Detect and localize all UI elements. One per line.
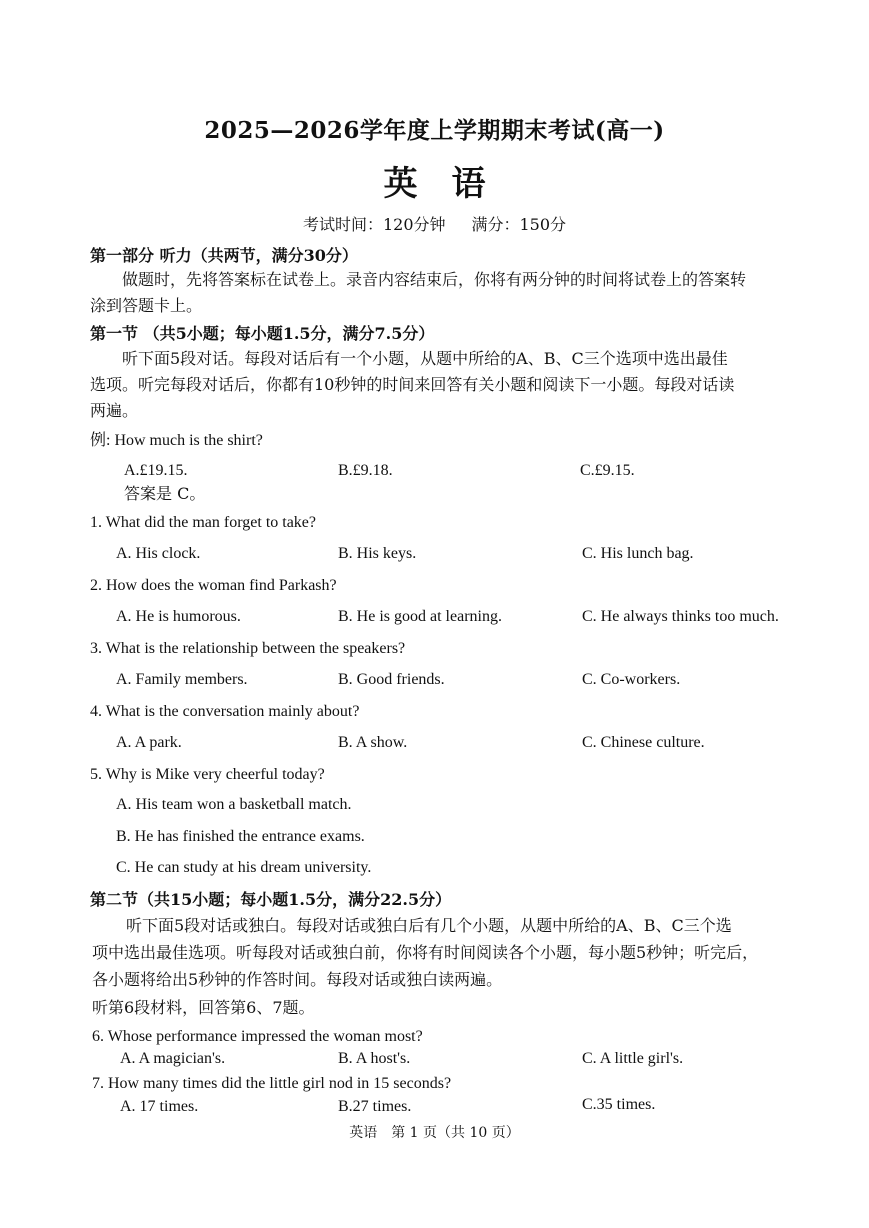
part1-instruction-1: 做题时，先将答案标在试卷上。录音内容结束后，你将有两分钟的时间将试卷上的答案转 (122, 270, 747, 289)
question-1-options (116, 545, 816, 567)
q7-option-a: A. 17 times. (120, 1098, 199, 1115)
q2-option-c: C. He always thinks too much. (582, 608, 779, 625)
q1-option-b: B. His keys. (338, 545, 417, 562)
q5-option-a: A. His team won a basketball match. (116, 796, 352, 813)
subject-title: 英 语 (383, 164, 486, 204)
q1-option-a: A. His clock. (116, 545, 201, 562)
q6-option-c: C. A little girl's. (582, 1050, 684, 1067)
question-6-options (120, 1050, 820, 1072)
q6-option-b: B. A host's. (338, 1050, 411, 1067)
question-3-options (116, 671, 816, 693)
question-7: 7. How many times did the little girl nod in 15 seconds? (92, 1075, 452, 1092)
section1-instruction-3: 两遍。 (90, 401, 139, 420)
exam-info (0, 212, 869, 235)
question-5: 5. Why is Mike very cheerful today? (90, 766, 325, 783)
section2-heading: 第二节（共15小题；每小题1.5分，满分22.5分） (90, 890, 452, 909)
material-6-note: 听第6段材料，回答第6、7题。 (92, 998, 315, 1017)
question-1: 1. What did the man forget to take? (90, 514, 317, 531)
section1-heading: 第一节 （共5小题；每小题1.5分，满分7.5分） (90, 324, 435, 343)
part1-heading: 第一部分 听力（共两节，满分30分） (90, 246, 358, 265)
example-options (124, 462, 824, 484)
part1-instruction-2: 涂到答题卡上。 (90, 296, 203, 315)
q2-option-b: B. He is good at learning. (338, 608, 502, 625)
exam-time: 考试时间：120分钟 (302, 215, 446, 234)
section1-instruction-1: 听下面5段对话。每段对话后有一个小题，从题中所给的A、B、C三个选项中选出最佳 (122, 349, 728, 368)
q2-option-a: A. He is humorous. (116, 608, 241, 625)
section2-instruction-1: 听下面5段对话或独白。每段对话或独白后有几个小题，从题中所给的A、B、C三个选 (126, 916, 732, 935)
q1-option-c: C. His lunch bag. (582, 545, 694, 562)
q4-option-b: B. A show. (338, 734, 408, 751)
q3-option-c: C. Co-workers. (582, 671, 681, 688)
question-2-options (116, 608, 816, 630)
question-7-options (120, 1098, 820, 1120)
q7-option-b: B.27 times. (338, 1098, 412, 1115)
question-6: 6. Whose performance impressed the woman most? (92, 1028, 423, 1045)
question-3: 3. What is the relationship between the speakers? (90, 640, 406, 657)
section2-instruction-2: 项中选出最佳选项。听每段对话或独白前，你将有时间阅读各个小题，每小题5秒钟；听完后， (92, 943, 759, 962)
q5-option-b: B. He has finished the entrance exams. (116, 828, 365, 845)
question-2: 2. How does the woman find Parkash? (90, 577, 337, 594)
q7-option-c: C.35 times. (582, 1096, 656, 1113)
example-option-b: B.£9.18. (338, 462, 393, 479)
q5-option-c: C. He can study at his dream university. (116, 859, 372, 876)
example-option-a: A.£19.15. (124, 462, 188, 479)
q3-option-a: A. Family members. (116, 671, 248, 688)
example-answer: 答案是 C。 (124, 484, 206, 503)
question-4: 4. What is the conversation mainly about? (90, 703, 360, 720)
page-footer: 英语 第 1 页（共 10 页） (349, 1125, 520, 1141)
question-4-options (116, 734, 816, 756)
q3-option-b: B. Good friends. (338, 671, 445, 688)
section1-instruction-2: 选项。听完每段对话后，你都有10秒钟的时间来回答有关小题和阅读下一小题。每段对话读 (90, 375, 735, 394)
example-question: 例: How much is the shirt? (90, 432, 263, 449)
q4-option-a: A. A park. (116, 734, 182, 751)
exam-title: 2025—2026学年度上学期期末考试(高一) (204, 117, 665, 144)
section2-instruction-3: 各小题将给出5秒钟的作答时间。每段对话或独白读两遍。 (92, 970, 503, 989)
q4-option-c: C. Chinese culture. (582, 734, 705, 751)
q6-option-a: A. A magician's. (120, 1050, 226, 1067)
example-option-c: C.£9.15. (580, 462, 635, 479)
exam-score: 满分：150分 (471, 215, 567, 234)
